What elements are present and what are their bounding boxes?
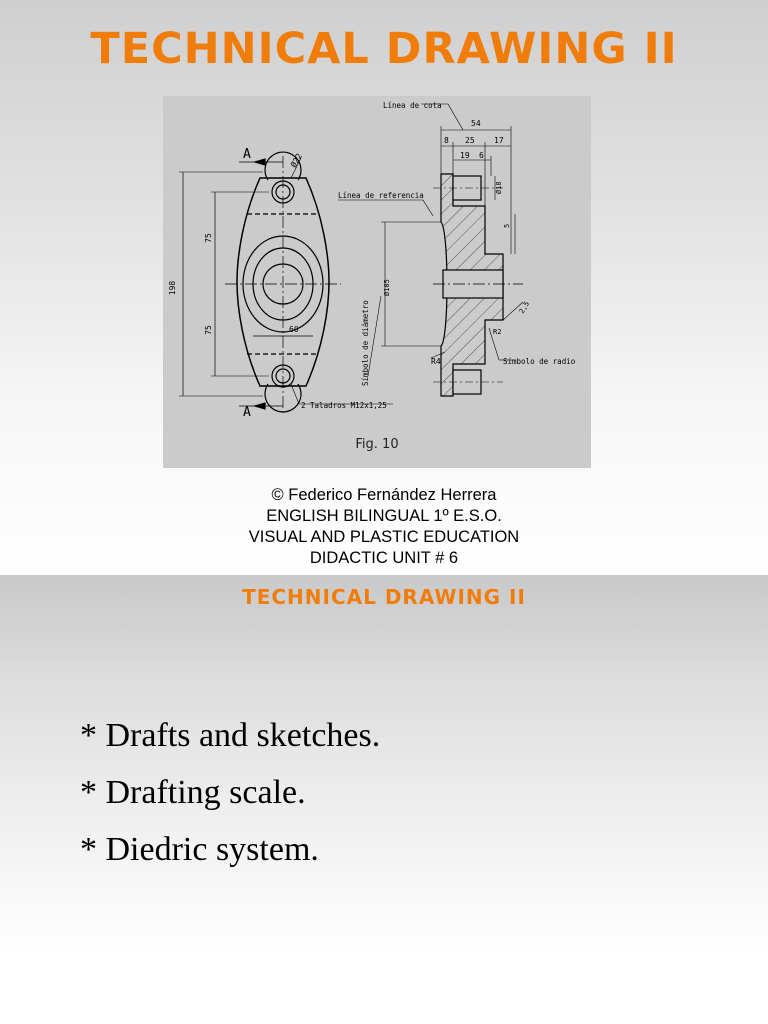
taladros-label: 2 Taladros M12x1,25 [301, 401, 387, 410]
slide-2 [0, 575, 768, 1024]
bullet-list [80, 707, 380, 878]
credit-line-author: © Federico Fernández Herrera [271, 486, 497, 504]
credits-block [0, 485, 768, 569]
dim-6: 6 [479, 151, 484, 160]
simbolo-diametro-label: Símbolo de diámetro [361, 300, 370, 386]
dim-19: 19 [460, 151, 470, 160]
bullet-item: * Drafts and sketches. [80, 717, 381, 754]
technical-drawing-svg [163, 96, 591, 468]
bullet-item: * Drafting scale. [80, 774, 306, 811]
technical-drawing-figure [163, 96, 591, 468]
dim-25: 25 [465, 136, 475, 145]
simbolo-radio-label: Símbolo de radio [503, 357, 576, 366]
dim-r4: R4 [431, 357, 441, 366]
credit-line-course: ENGLISH BILINGUAL 1º E.S.O. [266, 507, 502, 525]
section-label-top: A [243, 147, 251, 162]
dim-phi18: Ø18 [495, 181, 503, 194]
slide-title: TECHNICAL DRAWING II [90, 24, 678, 74]
dim-75-bottom: 75 [204, 325, 213, 335]
dim-198: 198 [168, 280, 177, 296]
linea-cota-label: Línea de cota [383, 101, 442, 110]
linea-referencia-label: Línea de referencia [338, 191, 424, 200]
dim-r2: R2 [493, 328, 502, 336]
dim-75-top: 75 [204, 233, 213, 243]
dim-phi22: Ø22 [288, 151, 304, 169]
figure-caption: Fig. 10 [355, 437, 399, 452]
credit-line-subject: VISUAL AND PLASTIC EDUCATION [248, 528, 520, 546]
slide-title: TECHNICAL DRAWING II [242, 585, 526, 609]
dim-8: 8 [444, 136, 449, 145]
dim-phi105: Ø105 [383, 279, 391, 296]
credit-line-unit: DIDACTIC UNIT # 6 [309, 549, 459, 567]
dim-5: 5 [503, 223, 511, 228]
section-label-bottom: A [243, 405, 251, 420]
dim-54: 54 [471, 119, 481, 128]
bullet-item: * Diedric system. [80, 831, 319, 868]
dim-17: 17 [494, 136, 504, 145]
dim-60: 60 [289, 325, 299, 334]
dim-2-5: 2,5 [517, 300, 532, 315]
